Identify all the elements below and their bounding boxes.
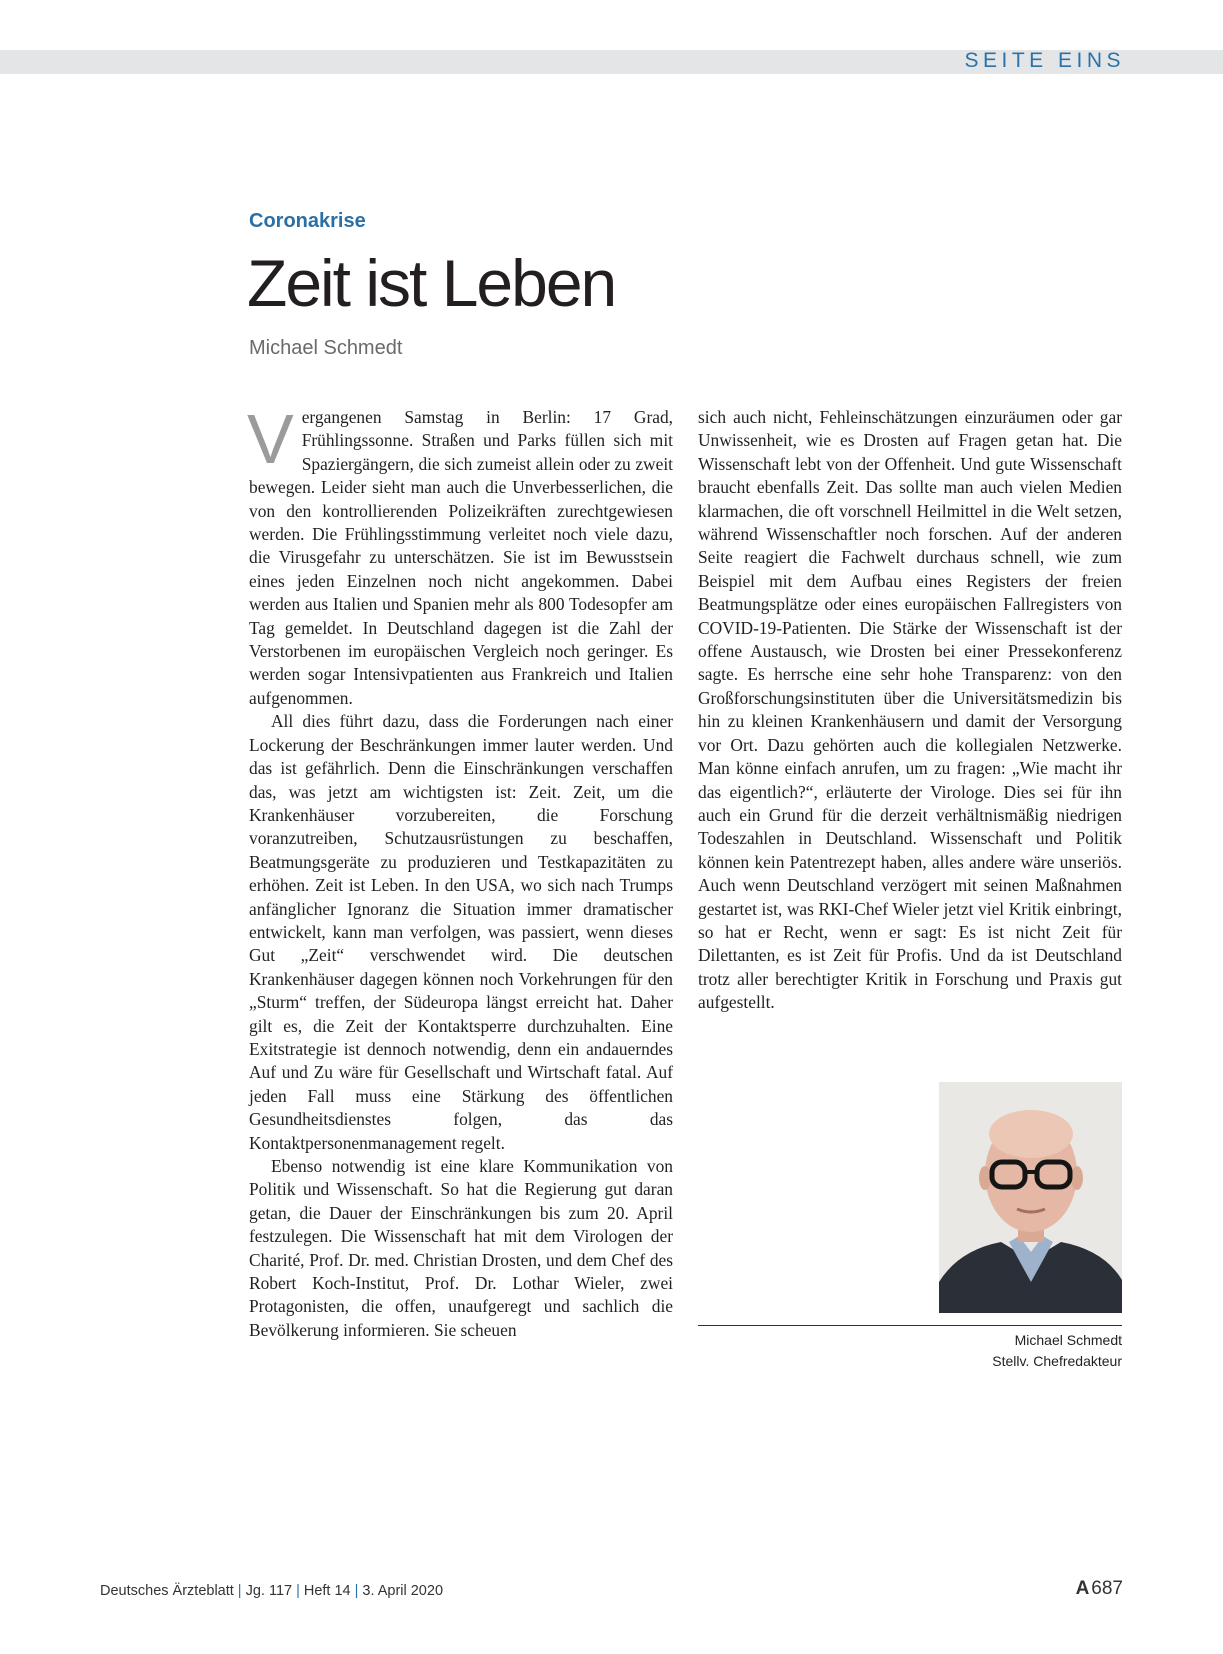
page-number — [1076, 1578, 1123, 1600]
page-prefix: A — [1075, 1578, 1090, 1599]
article-column-right — [698, 406, 1122, 1015]
footer-date: 3. April 2020 — [362, 1583, 444, 1599]
paragraph-2: All dies führt dazu, dass die Forderungen nach einer Lockerung der Beschränkungen immer lauter werden. Und das ist gefährlich. Denn die Einschränkungen verschaffen das, was jetzt am wichtigsten ist: Zeit. Zeit, um die Krankenhäuser vorzubereiten, die Forschung voranzutreiben, Schutzausrüstungen zu beschaffen, Beatmungsgeräte zu produzieren und Testkapazitäten zu erhöhen. Zeit ist Leben. In den USA, wo sich nach Trumps anfänglicher Ignoranz die Situation immer dramatischer entwickelt, kann man verfolgen, was passiert, wenn dieses Gut „Zeit“ verschwendet wird. Die deutschen Krankenhäuser dagegen können noch Vorkehrungen für den „Sturm“ treffen, der Südeuropa längst erreicht hat. Daher gilt es, die Zeit der Kontaktsperre durchzuhalten. Eine Exitstrategie ist dennoch notwendig, denn ein andauerndes Auf und Zu wäre für Gesellschaft und Wirtschaft fatal. Auf jeden Fall muss eine Stärkung des öffentlichen Gesundheitsdienstes folgen, das das Kontaktpersonenmanagement regelt. — [249, 711, 673, 1153]
author-photo — [939, 1082, 1122, 1313]
footer-separator: | — [296, 1583, 300, 1599]
article-title: Zeit ist Leben — [247, 246, 616, 320]
footer-separator: | — [354, 1583, 359, 1599]
article-kicker: Coronakrise — [249, 210, 366, 232]
article-author: Michael Schmedt — [249, 337, 403, 359]
caption-name: Michael Schmedt — [1014, 1332, 1122, 1348]
footer-citation — [100, 1583, 443, 1599]
section-label: SEITE EINS — [964, 49, 1125, 72]
drop-cap: V — [247, 400, 294, 478]
footer-separator: | — [237, 1583, 242, 1599]
paragraph-4: sich auch nicht, Fehleinschätzungen einzuräumen oder gar Unwissenheit, wie es Drosten auf Fragen getan hat. Die Wissenschaft lebt von der Offenheit. Und gute Wissenschaft braucht ebenfalls Zeit. Das sollte man auch vielen Medien klarmachen, die oft vorschnell Heilmittel in die Welt setzen, während Wissenschaftler noch forschen. Auf der anderen Seite reagiert die Fachwelt durchaus schnell, wie zum Beispiel mit dem Aufbau eines Registers der freien Beatmungsplätze oder eines europäischen Fallregisters von COVID-19-Patienten. Die Stärke der Wissenschaft ist der offene Austausch, wie Drosten bei einer Pressekonferenz sagte. Es herrsche eine sehr hohe Transparenz: von den Großforschungsinstituten über die Universitätsmedizin bis hin zu kleinen Krankenhäusern und damit der Versorgung vor Ort. Dazu gehörten auch die kollegialen Netzwerke. Man könne einfach anrufen, um zu fragen: „Wie macht ihr das eigentlich?“, erläuterte der Virologe. Dies sei für ihn auch ein Grund für die derzeit verhältnismäßig niedrigen Todeszahlen in Deutschland. Wissenschaft und Politik können kein Patentrezept haben, alles andere wäre unseriös. Auch wenn Deutschland verzögert mit seinen Maßnahmen gestartet ist, was RKI-Chef Wieler jetzt viel Kritik einbringt, so hat er Recht, wenn er sagt: Es ist nicht Zeit für Dilettanten, es ist Zeit für Profis. Und da ist Deutschland trotz aller berechtigter Kritik in Forschung und Praxis gut aufgestellt. — [698, 407, 1122, 1013]
portrait-illustration — [939, 1082, 1122, 1313]
article-column-left — [247, 400, 673, 1342]
caption-rule — [698, 1325, 1122, 1326]
footer-publication: Deutsches Ärzteblatt — [100, 1583, 234, 1599]
photo-caption — [992, 1330, 1122, 1372]
page-number-value: 687 — [1091, 1578, 1123, 1599]
caption-role: Stellv. Chefredakteur — [992, 1353, 1122, 1369]
paragraph-1 — [247, 400, 673, 710]
paragraph-1-text: ergangenen Samstag in Berlin: 17 Grad, Frühlingssonne. Straßen und Parks füllen sich mit Spaziergängern, die sich zumeist allein oder zu zweit bewegen. Leider sieht man auch die Unverbesserlichen, die von den kontrollierenden Polizeikräften zurechtgewiesen werden. Die Frühlingsstimmung verleitet noch viele dazu, die Virusgefahr zu unterschätzen. Sie ist im Bewusstsein eines jeden Einzelnen noch nicht angekommen. Dabei werden aus Italien und Spanien mehr als 800 Todesopfer am Tag gemeldet. In Deutschland dagegen ist die Zahl der Verstorbenen im europäischen Vergleich noch geringer. Es werden sogar Intensivpatienten aus Frankreich und Italien aufgenommen. — [249, 407, 673, 708]
footer-issue: Heft 14 — [303, 1583, 351, 1599]
paragraph-3: Ebenso notwendig ist eine klare Kommunikation von Politik und Wissenschaft. So hat die Regierung gut daran getan, die Dauer der Einschränkungen bis zum 20. April festzulegen. Die Wissenschaft hat mit dem Virologen der Charité, Prof. Dr. med. Christian Drosten, und dem Chef des Robert Koch-Institut, Prof. Dr. Lothar Wieler, zwei Protagonisten, die offen, unaufgeregt und sachlich die Bevölkerung informieren. Sie scheuen — [249, 1156, 673, 1340]
footer-volume: Jg. 117 — [245, 1583, 293, 1599]
